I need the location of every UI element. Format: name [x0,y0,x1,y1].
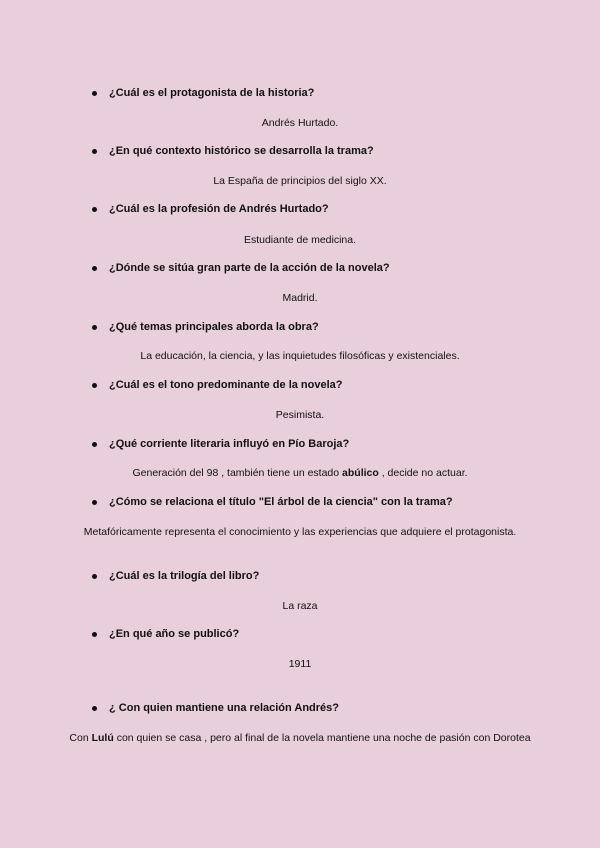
question-text: ¿Dónde se sitúa gran parte de la acción de la novela? [109,262,390,274]
answer-10: 1911 [288,658,312,670]
bullet-icon [92,706,97,711]
question-7 [92,438,349,450]
answer-text: Generación del 98 , también tiene un estado [132,467,343,479]
answer-5: La educación, la ciencia, y las inquietudes filosóficas y existenciales. [140,350,460,362]
question-text: ¿En qué año se publicó? [109,628,240,640]
answer-6: Pesimista. [275,409,325,421]
bullet-icon [92,574,97,579]
bullet-icon [92,325,97,330]
question-text: ¿ Con quien mantiene una relación Andrés? [109,702,340,714]
bullet-icon [92,266,97,271]
answer-1: Andrés Hurtado. [261,117,339,129]
bullet-icon [92,207,97,212]
answer-3: Estudiante de medicina. [243,234,357,246]
question-text: ¿Qué corriente literaria influyó en Pío Baroja? [109,438,350,450]
bullet-icon [92,500,97,505]
question-5 [92,321,319,333]
answer-emphasis: abúlico [342,467,379,479]
question-9 [92,570,259,582]
question-8 [92,496,453,508]
answer-7 [0,466,600,481]
question-11 [92,702,339,714]
answer-9: La raza [282,600,318,612]
bullet-icon [92,632,97,637]
bullet-icon [92,442,97,447]
bullet-icon [92,91,97,96]
answer-11 [60,731,540,746]
answer-2: La España de principios del siglo XX. [213,175,387,187]
question-text: ¿Qué temas principales aborda la obra? [109,321,319,333]
question-2 [92,145,374,157]
question-text: ¿Cuál es el tono predominante de la novela? [109,379,343,391]
answer-4: Madrid. [282,292,318,304]
question-text: ¿Cuál es el protagonista de la historia? [109,87,315,99]
question-4 [92,262,390,274]
question-text: ¿En qué contexto histórico se desarrolla la trama? [109,145,374,157]
question-6 [92,379,343,391]
question-1 [92,87,314,99]
question-text: ¿Cómo se relaciona el título "El árbol de la ciencia" con la trama? [109,496,453,508]
bullet-icon [92,383,97,388]
answer-text: con quien se casa , pero al final de la novela mantiene una noche de pasión con Dorotea [113,732,531,744]
bullet-icon [92,149,97,154]
question-text: ¿Cuál es la trilogía del libro? [109,570,260,582]
question-10 [92,628,239,640]
question-3 [92,203,329,215]
question-text: ¿Cuál es la profesión de Andrés Hurtado? [109,203,329,215]
answer-text: Con [69,732,92,744]
answer-8: Metafóricamente representa el conocimiento y las experiencias que adquiere el protagonista. [83,526,517,538]
answer-text: , decide no actuar. [378,467,468,479]
answer-emphasis: Lulú [91,732,114,744]
